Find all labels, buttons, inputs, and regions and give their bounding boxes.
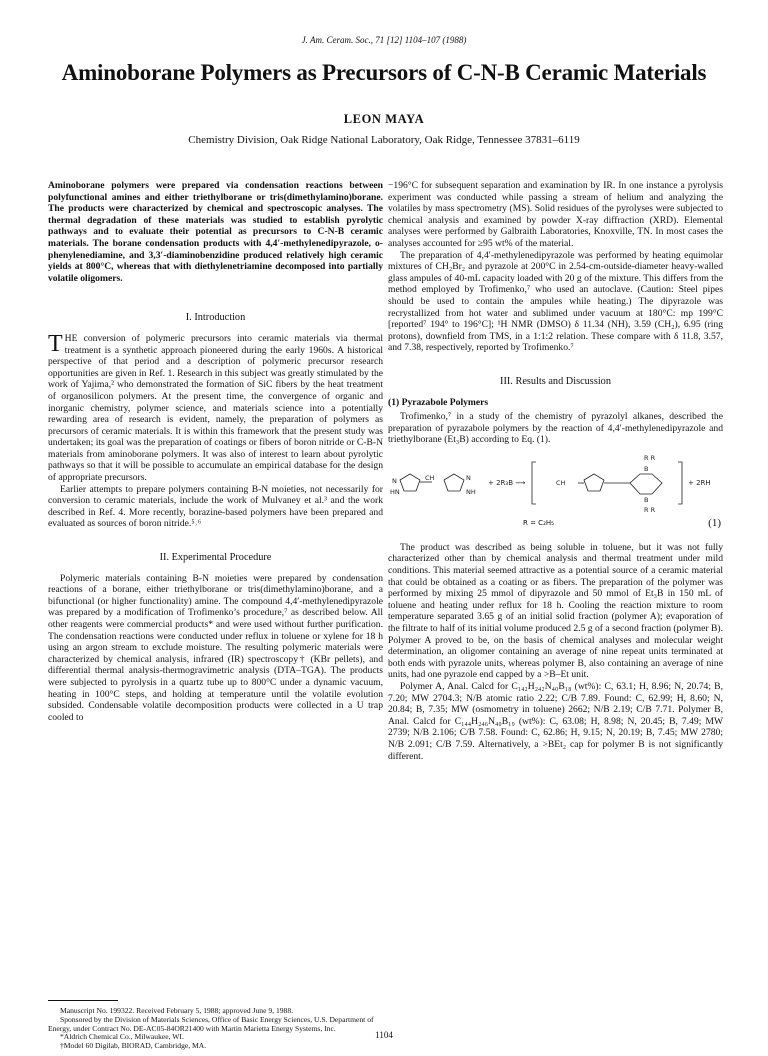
subsection-heading-pyrazabole: (1) Pyrazabole Polymers bbox=[388, 396, 489, 408]
drop-cap: T bbox=[48, 330, 63, 357]
intro-paragraph-1 bbox=[48, 330, 383, 484]
section-heading-introduction: I. Introduction bbox=[185, 312, 246, 324]
results-paragraph-1: Trofimenko,⁷ in a study of the chemistry of pyrazolyl alkanes, described the preparation of pyrazabole polymers by the reaction of 4,4′-methylenedipyrazole and triethylborane (Et₃B) according to Eq. (1). bbox=[388, 411, 723, 446]
paper-title: Aminoborane Polymers as Precursors of C-N-B Ceramic Materials bbox=[61, 60, 707, 85]
equation-footer bbox=[388, 518, 723, 532]
boron-bottom: B bbox=[644, 495, 649, 504]
reaction-equation bbox=[388, 452, 723, 516]
atom-hn-left: HN bbox=[390, 487, 400, 496]
r-r-bottom: R R bbox=[644, 505, 656, 514]
footnote-sponsor: Sponsored by the Division of Materials Sciences, Office of Basic Energy Sciences, U.S. Department of Energy, under Contract No. DE-AC05-84OR21400 with Martin Marietta Energy Systems, Inc. bbox=[48, 1014, 374, 1033]
footnote-aldrich: *Aldrich Chemical Co., Milwaukee, WI. bbox=[60, 1032, 184, 1042]
pyrazole-ring-right bbox=[444, 474, 464, 491]
running-head: J. Am. Ceram. Soc., 71 [12] 1104–107 (1988) bbox=[301, 35, 467, 45]
section-heading-experimental: II. Experimental Procedure bbox=[159, 552, 272, 564]
right-column bbox=[388, 180, 723, 762]
pyrazole-ring-left bbox=[400, 474, 420, 491]
experimental-paragraph-1: Polymeric materials containing B-N moieties were prepared by condensation reactions of a borane, either triethylborane or tris(dimethylamino)borane, and a bifunctional (or higher functionality) amine. The compound 4,4′-methylenedipyrazole was prepared by a modification of Trofimenko’s procedure,⁷ as described below. All other reagents were commercial products* and were used without further purification. The condensation reactions were conducted under reflux in toluene or xylene for 18 h using an argon stream to exclude moisture. The resulting polymeric materials were characterized by chemical analysis, infrared (IR) spectroscopy† (KBr pellets), and differential thermal analysis-thermogravimetric analysis (DTA–TGA). The products were subjected to pyrolysis in a quartz tube up to 800°C under a dynamic vacuum, heating in 100°C steps, and holding at temperature until the volatile evolution subsided. Condensable volatile decomposition products were collected in a U trap cooled to bbox=[48, 572, 383, 723]
author-name: LEON MAYA bbox=[343, 112, 425, 126]
equation-reagent: + 2R₃B ⟶ bbox=[488, 478, 526, 487]
ch2-product: CH bbox=[556, 478, 566, 487]
results-paragraph-2: The product was described as being soluble in toluene, but it was not fully characterized other than by chemical analysis and thermal treatment under mild conditions. This material seemed attractive as a potential source of a ceramic material that could be obtained as a coating or as fibers. The preparation of the polymer was performed by mixing 25 mmol of dipyrazole and 50 mmol of Et₃B in 150 mL of toluene and heating under reflux for 18 h. Cooling the reaction mixture to room temperature separated 3.65 g of an initial solid fraction (polymer A); evaporation of the filtrate to half of its initial volume produced 2.5 g of a second fraction (polymer B). Polymer A proved to be, on the basis of chemical analyses and molecular weight determination, an oligomer containing an average of nine repeat units terminated at both ends with pyrazole units, whereas polymer B, also containing an average of nine units, had one pyrazole end capped by a >B–Et unit. bbox=[388, 541, 723, 681]
section-heading-results: III. Results and Discussion bbox=[500, 375, 611, 387]
equation-r-definition: R = C₂H₅ bbox=[523, 518, 554, 527]
r-r-top: R R bbox=[644, 453, 656, 462]
equation-number: (1) bbox=[708, 516, 721, 529]
atom-nh-right: NH bbox=[466, 487, 476, 496]
intro-paragraph-2: Earlier attempts to prepare polymers containing B-N moieties, not necessarily for conversion to ceramic materials, include the work of Mulvaney et al.³ and the work described in Ref. 4. More recently, borazine-based polymers have been prepared and evaluated as sources of boron nitride.⁵˒⁶ bbox=[48, 483, 383, 530]
pyrazabole-core bbox=[630, 474, 662, 494]
author-affiliation: Chemistry Division, Oak Ridge National Laboratory, Oak Ridge, Tennessee 37831–6119 bbox=[188, 134, 580, 146]
atom-n-left: N bbox=[392, 476, 397, 485]
results-paragraph-3: Polymer A, Anal. Calcd for C₁₄₂H₂₄₂N₄₀B₁₈ (wt%): C, 63.1; H, 8.96; N, 20.74; B, 7.20; MW 2704.3; N/B atomic ratio 2.22; C/B 7.89. Found: C, 62.99; H, 8.60; N, 20.84; B, 7.35; MW (osmometry in toluene) 2662; N/B 2.19; C/B 7.71. Polymer B, Anal. Calcd for C₁₄₄H₂₄₆N₄₀B₁₉ (wt%): C, 63.08; H, 8.98; N, 20.45; B, 7.49; MW 2739; N/B 2.106; C/B 7.58. Found: C, 62.86; H, 9.15; N, 20.19; B, 7.45; MW 2780; N/B 2.091; C/B 7.59. Alternatively, a >BEt₂ cap for polymer B is not significantly different. bbox=[388, 681, 723, 762]
left-column bbox=[48, 180, 383, 723]
reaction-scheme-drawing bbox=[388, 452, 723, 516]
footnote-digilab: †Model 60 Digilab, BIORAD, Cambridge, MA. bbox=[60, 1041, 207, 1051]
boron-top: B bbox=[644, 464, 649, 473]
page-number: 1104 bbox=[375, 1030, 393, 1040]
experimental-paragraph-1-continued: −196°C for subsequent separation and examination by IR. In one instance a pyrolysis experiment was conducted while passing a stream of helium and analyzing the volatiles by mass spectrometry (MS). Solid residues of the pyrolyses were subjected to chemical analysis and examined by powder X-ray diffraction (XRD). Elemental analyses were performed by Galbraith Laboratories, Knoxville, TN. In most cases the analyses accounted for ≥95 wt% of the material. bbox=[388, 180, 723, 249]
intro-paragraph-1-text: HE conversion of polymeric precursors into ceramic materials via thermal treatment is a synthetic approach pioneered during the early 1960s. A historical perspective of that period and a description of polymeric precursor research opportunities are given in Ref. 1. Research in this subject was greatly stimulated by the work of Yajima,² who demonstrated the formation of SiC fibers by the heat treatment of organosilicon polymers. At the present time, the convergence of organic and inorganic chemistry, polymer science, and materials science into a potentially rewarding area of research is evident, namely, the preparation of polymers as precursors of ceramic materials. It is within this framework that the present study was undertaken; its goal was the preparation of coatings or fibers of boron nitride or C-B-N materials from aminoborane polymers. It was also of interest to learn about pyrolytic pathways so that it will be possible to accumulate an empirical database for the design of appropriate precursors. bbox=[48, 332, 383, 484]
footnote-manuscript: Manuscript No. 199322. Received February 5, 1988; approved June 9, 1988. bbox=[60, 1006, 294, 1015]
footnote-rule bbox=[48, 1000, 118, 1001]
ch2-left: CH bbox=[425, 473, 435, 482]
equation-byproduct: + 2RH bbox=[688, 478, 711, 487]
atom-n-right: N bbox=[466, 473, 471, 482]
abstract: Aminoborane polymers were prepared via condensation reactions between polyfunctional amines and either triethylborane or tris(dimethylamino)borane. The products were characterized by chemical and spectroscopic analyses. The thermal degradation of these materials was studied to establish pyrolytic pathways and to evaluate their potential as precursors to C-N-B ceramic materials. The borane condensation products with 4,4′-methylenedipyrazole, o-phenylenediamine, and 3,3′-diaminobenzidine produced relatively high ceramic yields at 800°C, whereas that with diethylenetriamine decomposed into partially volatile oligomers. bbox=[48, 180, 383, 284]
footnotes bbox=[48, 1007, 383, 1051]
experimental-paragraph-2: The preparation of 4,4′-methylenedipyrazole was performed by heating equimolar mixtures of CH₂Br₂ and pyrazole at 200°C in 2.54-cm-outside-diameter heavy-walled glass ampules of 40-mL capacity loaded with 20 g of the mixture. This differs from the method employed by Trofimenko,⁷ who used an autoclave. (Caution: Steel pipes should be used to contain the ampules while heating.) The dipyrazole was recrystallized from hot water and sublimed under vacuum at 180°C: mp 199°C [reported⁷ 194° to 196°C]; ¹H NMR (DMSO) δ 11.34 (NH), 3.59 (CH₂), 6.95 (ring protons), downfield from TMS, in a 1:1:2 relation. These compare with δ 11.8, 3.57, and 7.38, respectively, reported by Trofimenko.⁷ bbox=[388, 249, 723, 354]
